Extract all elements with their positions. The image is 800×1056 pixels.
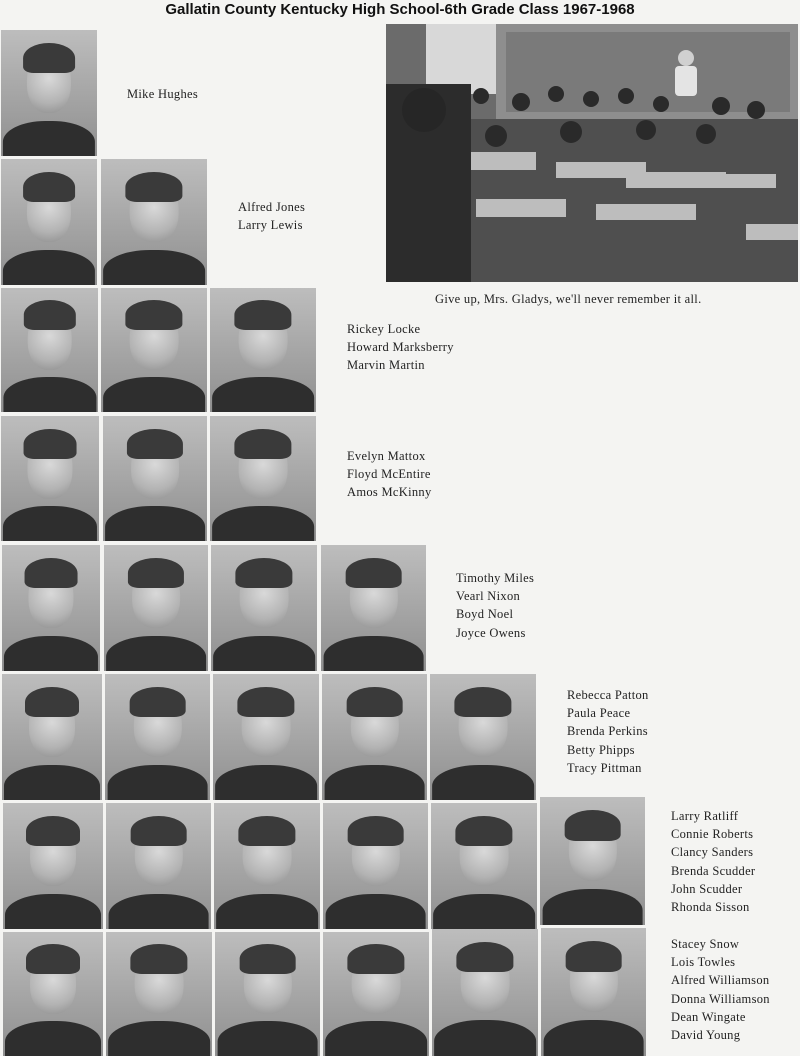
student-portrait	[215, 932, 320, 1056]
name-list	[127, 85, 198, 103]
name-list	[456, 569, 534, 642]
student-portrait	[2, 674, 102, 800]
student-name: Dean Wingate	[671, 1009, 746, 1024]
student-portrait	[210, 288, 316, 412]
student-name: Amos McKinny	[347, 485, 432, 500]
student-name: Mike Hughes	[127, 87, 199, 101]
student-portrait	[1, 159, 97, 285]
student-name: Marvin Martin	[347, 358, 425, 373]
student-name: Timothy Miles	[456, 571, 535, 585]
student-portrait	[1, 416, 99, 541]
student-portrait	[3, 803, 103, 929]
student-name: Joyce Owens	[456, 625, 526, 640]
student-portrait	[105, 674, 210, 800]
student-name: Betty Phipps	[567, 742, 635, 757]
student-portrait	[432, 929, 538, 1056]
student-portrait	[214, 803, 320, 929]
student-name: Clancy Sanders	[671, 845, 754, 860]
student-name: Brenda Scudder	[671, 863, 756, 878]
student-portrait	[431, 803, 537, 929]
student-name: Stacey Snow	[671, 937, 740, 951]
student-name: Brenda Perkins	[567, 724, 648, 739]
student-name: David Young	[671, 1028, 741, 1043]
student-portrait	[211, 545, 317, 671]
page-title: Gallatin County Kentucky High School-6th Grade Class 1967-1968	[165, 1, 635, 18]
student-portrait	[430, 674, 536, 800]
classroom-caption: Give up, Mrs. Gladys, we'll never remember it all.	[435, 292, 702, 306]
student-name: Boyd Noel	[456, 607, 514, 622]
student-portrait	[106, 932, 212, 1056]
student-portrait	[3, 932, 103, 1056]
name-list	[671, 807, 755, 916]
student-portrait	[101, 288, 207, 412]
student-portrait	[540, 797, 645, 925]
student-name: Paula Peace	[567, 706, 631, 721]
name-list	[347, 320, 454, 375]
student-portrait	[1, 30, 97, 156]
student-portrait	[103, 416, 207, 541]
student-name: John Scudder	[671, 881, 743, 896]
student-portrait	[322, 674, 427, 800]
student-name: Evelyn Mattox	[347, 449, 426, 463]
student-name: Tracy Pittman	[567, 760, 642, 775]
student-portrait	[101, 159, 207, 285]
name-list	[347, 447, 432, 502]
classroom-photo	[386, 24, 798, 282]
student-portrait	[321, 545, 426, 671]
student-portrait	[1, 288, 98, 412]
student-name: Lois Towles	[671, 955, 736, 970]
name-list	[238, 198, 305, 234]
student-name: Howard Marksberry	[347, 340, 454, 355]
student-name: Rebecca Patton	[567, 688, 649, 702]
student-name: Donna Williamson	[671, 991, 770, 1006]
student-portrait	[2, 545, 100, 671]
student-portrait	[213, 674, 319, 800]
name-list	[671, 935, 770, 1044]
student-name: Larry Ratliff	[671, 809, 739, 823]
student-portrait	[210, 416, 316, 541]
name-list	[567, 686, 649, 777]
student-portrait	[541, 928, 646, 1056]
student-name: Vearl Nixon	[456, 589, 521, 604]
student-name: Alfred Williamson	[671, 973, 770, 988]
student-name: Connie Roberts	[671, 827, 754, 842]
student-name: Alfred Jones	[238, 200, 306, 214]
student-portrait	[323, 932, 429, 1056]
student-portrait	[106, 803, 211, 929]
student-name: Floyd McEntire	[347, 467, 431, 482]
student-name: Larry Lewis	[238, 218, 303, 233]
student-portrait	[104, 545, 208, 671]
student-name: Rhonda Sisson	[671, 900, 750, 915]
student-portrait	[323, 803, 428, 929]
student-name: Rickey Locke	[347, 322, 421, 336]
